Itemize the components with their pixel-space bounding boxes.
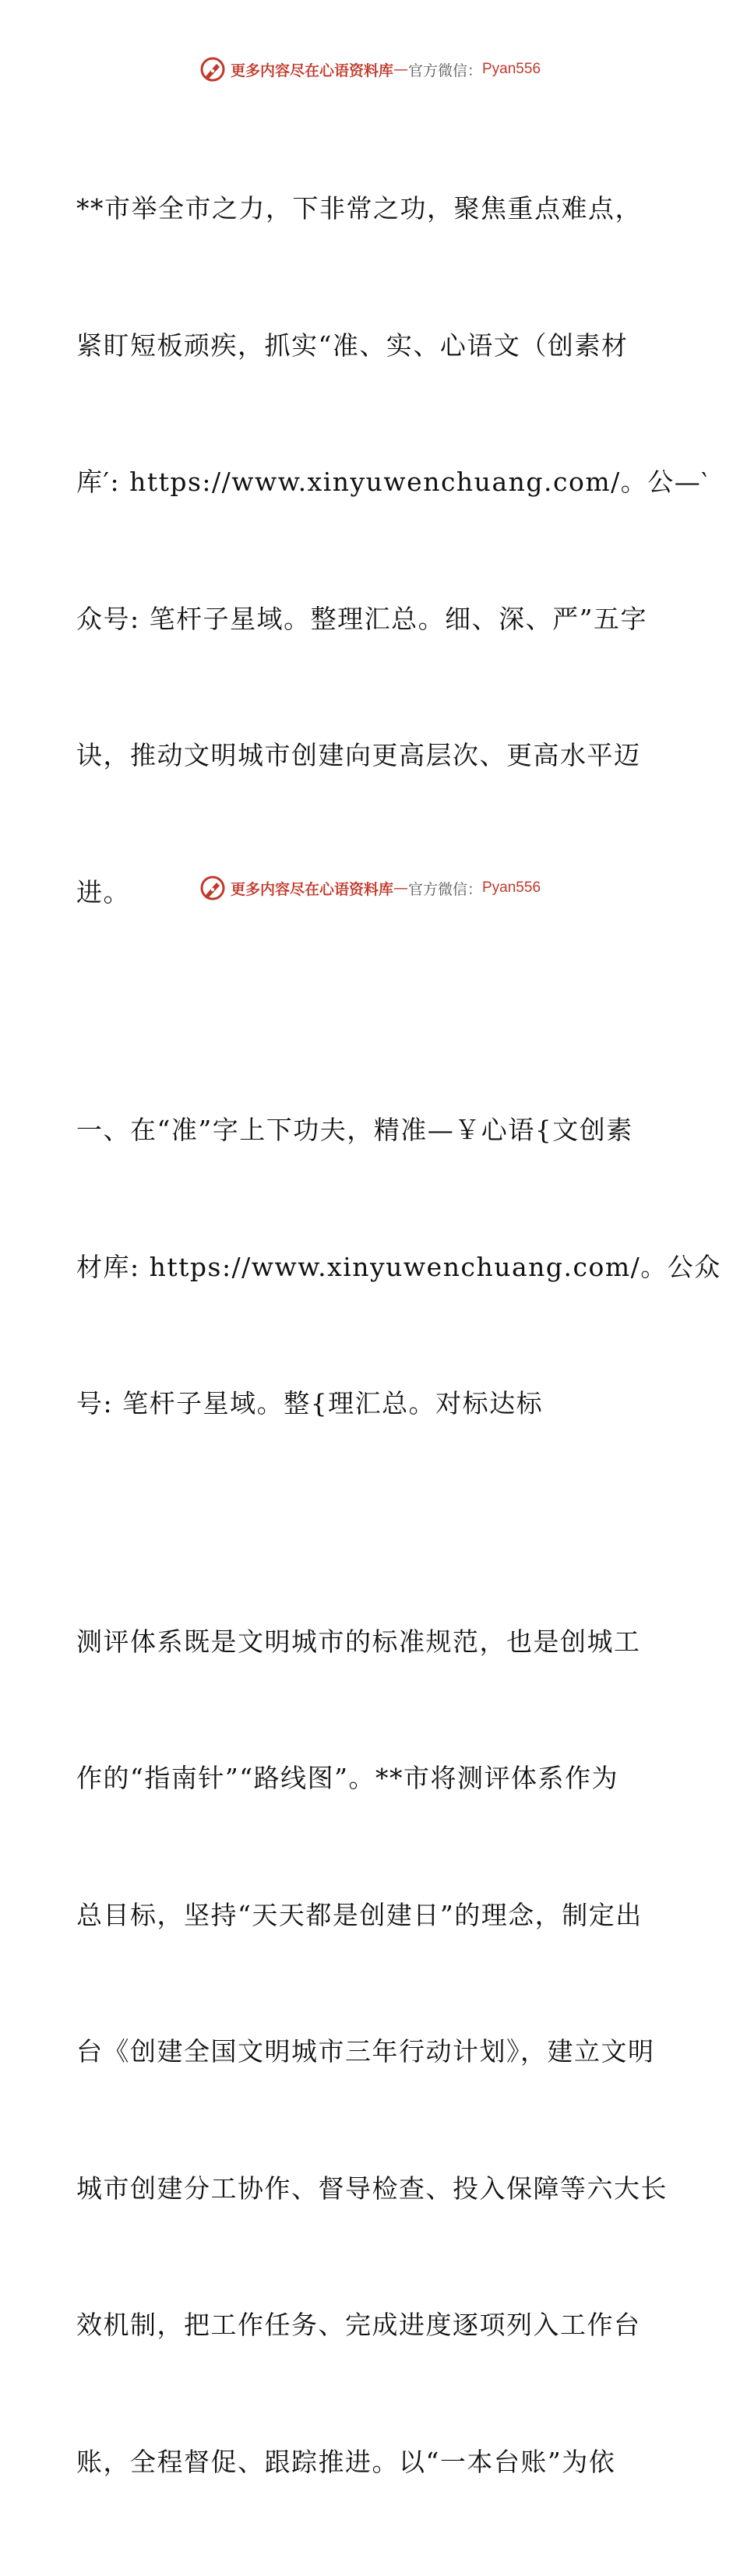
banner-separator: — [393, 61, 408, 78]
banner-lead-text: 更多内容尽在心语资料库 [231, 59, 393, 80]
text-line: 测评体系既是文明城市的标准规范，也是创城工 [76, 1619, 668, 1665]
paragraph-intro [76, 95, 668, 1006]
banner-wechat-label: 官方微信： [408, 878, 482, 899]
text-line: 库′: https://www.xinyuwenchuang.com/。公—‵ [76, 460, 668, 506]
text-line: **市举全市之力，下非常之功，聚焦重点难点， [76, 186, 668, 232]
banner-wechat-id: Pyan556 [482, 879, 541, 897]
text-line: 台《创建全国文明城市三年行动计划》，建立文明 [76, 2029, 668, 2075]
text-line: 城市创建分工协作、督导检查、投入保障等六大长 [76, 2166, 668, 2212]
text-line: 进。 [76, 870, 668, 916]
paragraph-evaluation [76, 1528, 668, 2576]
footer-banner [0, 875, 740, 901]
banner-separator: — [393, 879, 408, 897]
text-line: 材库: https://www.xinyuwenchuang.com/。公众 [76, 1245, 668, 1291]
banner-wechat-label: 官方微信： [408, 59, 482, 80]
text-line: 诀，推动文明城市创建向更高层次、更高水平迈 [76, 733, 668, 779]
section-heading-1 [76, 1017, 668, 1518]
text-line: 众号: 笔杆子星域。整理汇总。细、深、严”五字 [76, 597, 668, 643]
banner-wechat-id: Pyan556 [482, 61, 541, 78]
text-line: 作的“指南针”“路线图”。**市将测评体系作为 [76, 1756, 668, 1802]
banner-lead-text: 更多内容尽在心语资料库 [231, 878, 393, 899]
pen-circle-logo-icon [199, 875, 226, 901]
header-banner [0, 56, 740, 83]
text-line: 一、在“准”字上下功夫，精准—￥心语{文创素 [76, 1108, 668, 1154]
text-line: 账，全程督促、跟踪推进。以“一本台账”为依 [76, 2440, 668, 2486]
text-line: 号: 笔杆子星域。整{理汇总。对标达标 [76, 1381, 668, 1427]
text-line: 紧盯短板顽疾，抓实“准、实、心语文（创素材 [76, 323, 668, 369]
document-body [76, 95, 668, 2576]
text-line: 总目标，坚持“天天都是创建日”的理念，制定出 [76, 1893, 668, 1939]
text-line: 效机制，把工作任务、完成进度逐项列入工作台 [76, 2303, 668, 2349]
pen-circle-logo-icon [199, 56, 226, 83]
